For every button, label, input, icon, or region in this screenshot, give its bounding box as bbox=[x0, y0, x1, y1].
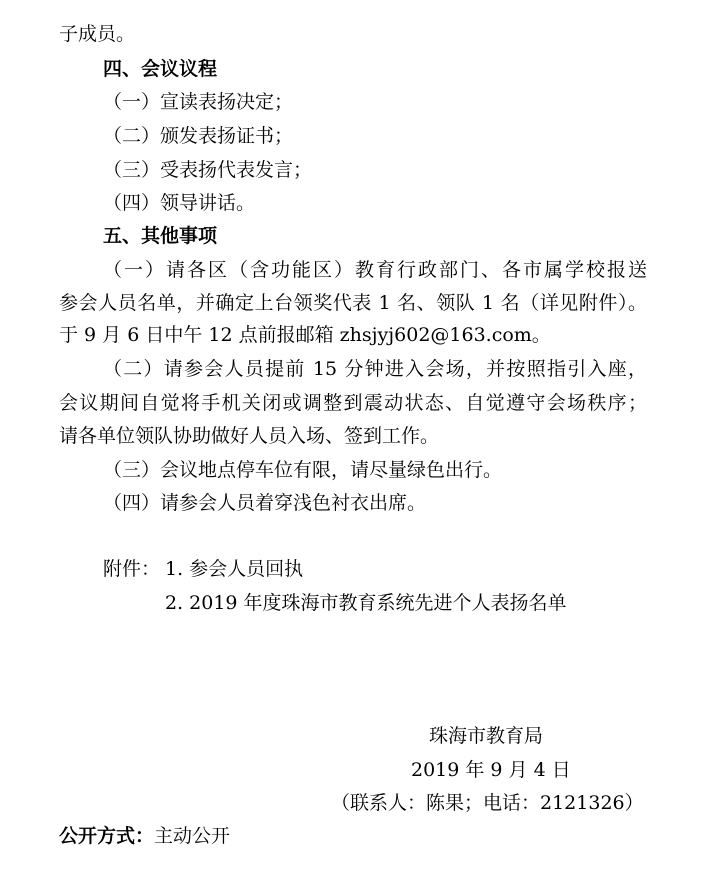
attachment-item-2: 2. 2019 年度珠海市教育系统先进个人表扬名单 bbox=[165, 592, 567, 614]
notice-3: （三）会议地点停车位有限，请尽量绿色出行。 bbox=[103, 459, 503, 481]
attachment-item-1: 1. 参会人员回执 bbox=[165, 558, 304, 580]
agenda-item-4: （四）领导讲话。 bbox=[103, 192, 256, 214]
notice-1-line-2: 参会人员名单，并确定上台领奖代表 1 名、领队 1 名（详见附件）。 bbox=[59, 292, 647, 314]
attachment-label: 附件： bbox=[103, 558, 161, 580]
notice-2-line-3: 请各单位领队协助做好人员入场、签到工作。 bbox=[59, 425, 440, 447]
signature-date: 2019 年 9 月 4 日 bbox=[411, 759, 571, 781]
agenda-item-1: （一）宣读表扬决定； bbox=[103, 91, 294, 113]
notice-1-line-3: 于 9 月 6 日中午 12 点前报邮箱 zhsjyj602@163.com。 bbox=[59, 324, 551, 346]
section4-heading: 四、会议议程 bbox=[103, 58, 218, 80]
signature-org: 珠海市教育局 bbox=[429, 725, 544, 747]
agenda-item-3: （三）受表扬代表发言； bbox=[103, 159, 313, 181]
disclosure-label: 公开方式： bbox=[59, 825, 155, 847]
notice-2-line-2: 会议期间自觉将手机关闭或调整到震动状态、自觉遵守会场秩序； bbox=[59, 392, 647, 414]
notice-4: （四）请参会人员着穿浅色衬衣出席。 bbox=[103, 492, 427, 514]
notice-2-line-1: （二）请参会人员提前 15 分钟进入会场，并按照指引入座， bbox=[103, 358, 647, 380]
notice-1-line-1: （一）请各区（含功能区）教育行政部门、各市属学校报送 bbox=[103, 259, 647, 281]
agenda-item-2: （二）颁发表扬证书； bbox=[103, 125, 294, 147]
disclosure-value: 主动公开 bbox=[154, 825, 231, 847]
section5-heading: 五、其他事项 bbox=[103, 225, 218, 247]
continuation-text: 子成员。 bbox=[59, 23, 136, 45]
signature-contact: （联系人：陈果；电话：2121326） bbox=[331, 792, 644, 814]
